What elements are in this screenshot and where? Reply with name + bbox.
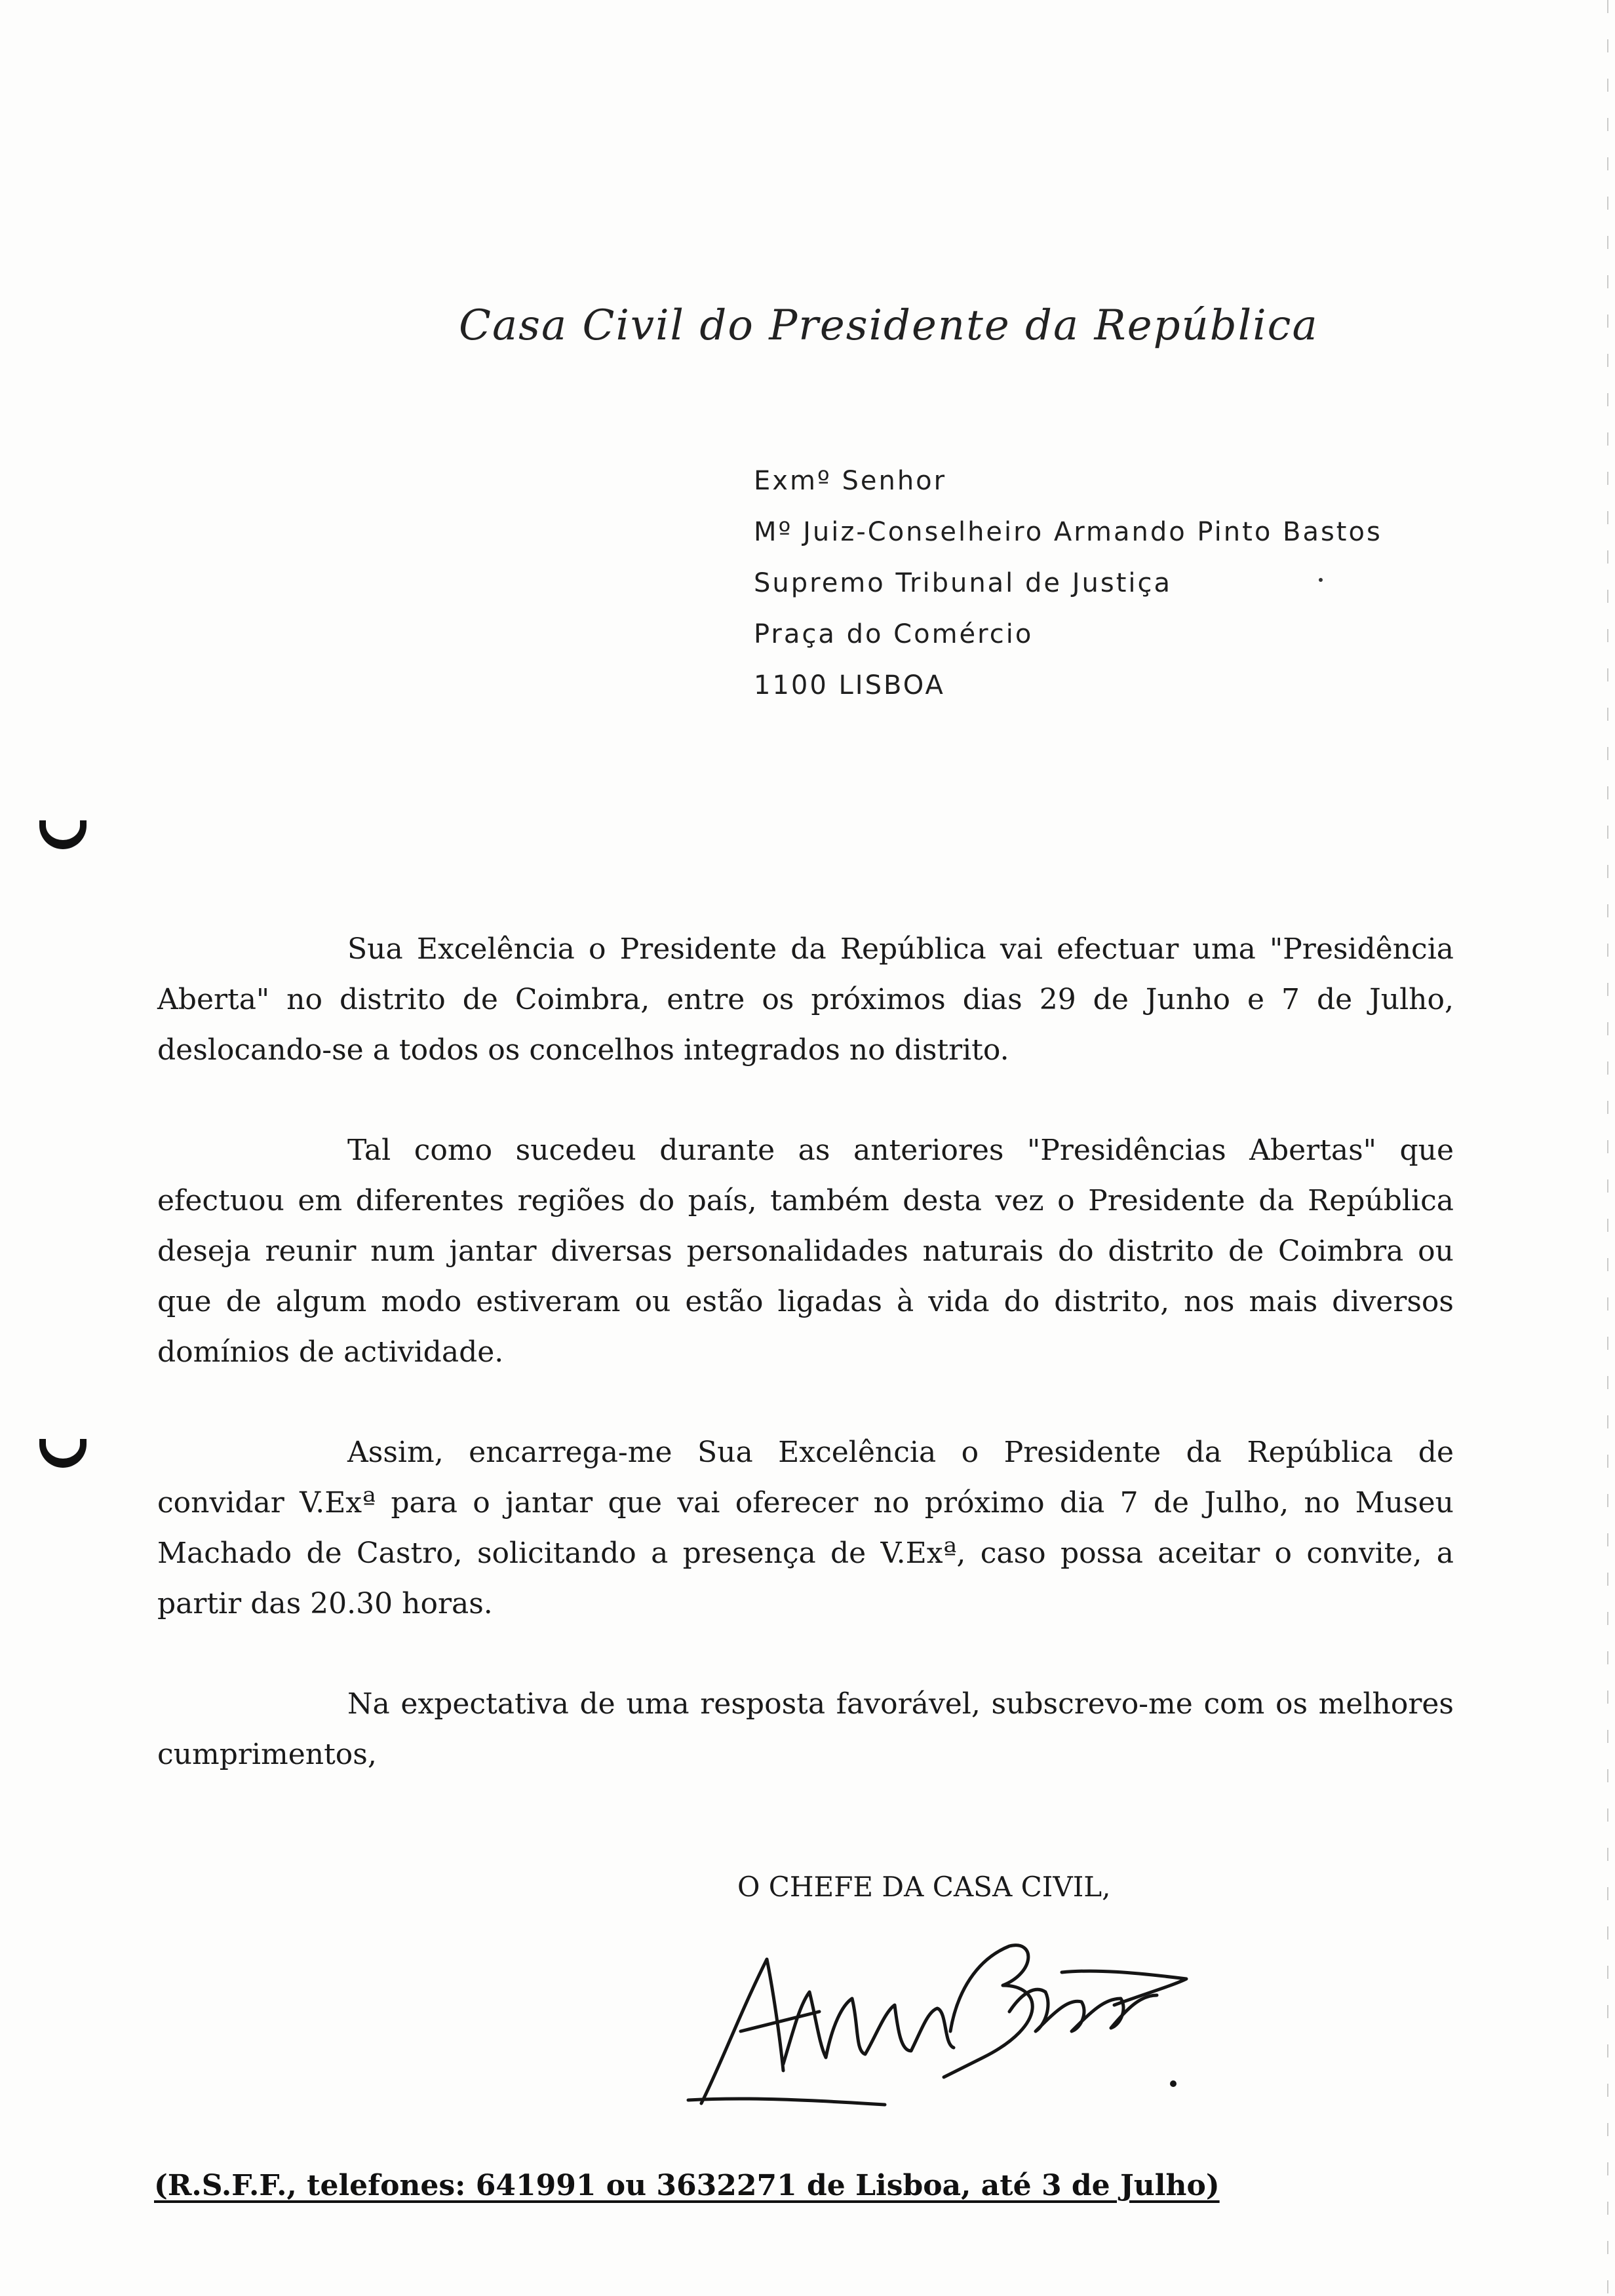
addressee-line-name: Mº Juiz-Conselheiro Armando Pinto Bastos [754, 517, 1382, 547]
addressee-line-street: Praça do Comércio [754, 619, 1034, 649]
signoff-title: O CHEFE DA CASA CIVIL, [737, 1871, 1111, 1903]
addressee-block [754, 455, 1382, 711]
addressee-line-salutation: Exmº Senhor [754, 466, 947, 496]
body-paragraph-2: Tal como sucedeu durante as anteriores "Presidências Abertas" que efectuou em diferentes regiões do país, também desta vez o Presidente da República deseja reunir num jantar diversas personalidades naturais do distrito de Coimbra ou que de algum modo estiveram ou estão ligadas à vida do distrito, nos mais diversos domínios de actividade. [157, 1134, 1454, 1369]
addressee-line-city: 1100 LISBOA [754, 670, 945, 700]
punch-hole-mark-upper [39, 820, 87, 849]
footer-note: (R.S.F.F., telefones: 641991 ou 3632271 de Lisboa, até 3 de Julho) [154, 2169, 1220, 2202]
punch-hole-mark-lower [39, 1439, 87, 1468]
letter-body [157, 924, 1454, 1829]
page-edge-mark [1607, 0, 1608, 2296]
body-paragraph-4: Na expectativa de uma resposta favorável, subscrevo-me com os melhores cumprimentos, [157, 1687, 1454, 1771]
addressee-line-institution: Supremo Tribunal de Justiça [754, 568, 1173, 598]
body-paragraph-1: Sua Excelência o Presidente da República vai efectuar uma "Presidência Aberta" no distrito de Coimbra, entre os próximos dias 29 de Junho e 7 de Julho, deslocando-se a todos os concelhos integrados no distrito. [157, 932, 1454, 1067]
letterhead-title: Casa Civil do Presidente da República [459, 301, 1319, 350]
stray-mark [1319, 578, 1323, 582]
body-paragraph-3: Assim, encarrega-me Sua Excelência o Presidente da República de convidar V.Exª para o jantar que vai oferecer no próximo dia 7 de Julho, no Museu Machado de Castro, solicitando a presença de V.Exª, caso possa aceitar o convite, a partir das 20.30 horas. [157, 1436, 1454, 1620]
handwritten-signature [669, 1933, 1206, 2116]
